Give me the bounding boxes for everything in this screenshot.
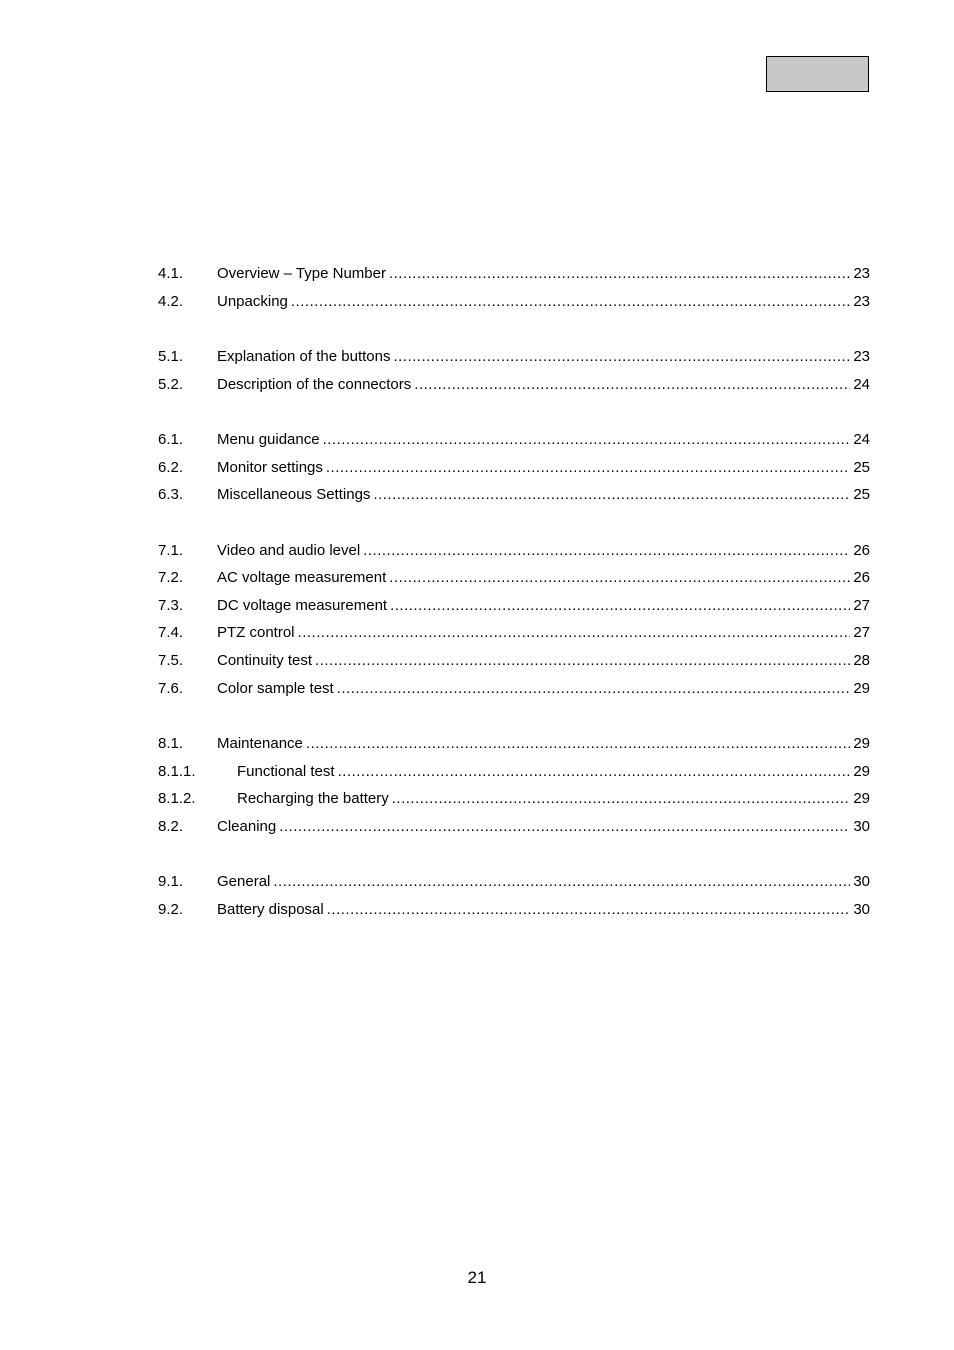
toc-entry-page: 30 <box>853 818 870 835</box>
toc-dot-leader <box>315 651 850 671</box>
toc-dot-leader <box>363 541 850 561</box>
toc-entry[interactable] <box>158 623 870 643</box>
toc-entry-page: 26 <box>853 569 870 586</box>
toc-dot-leader <box>337 679 851 699</box>
toc-entry-page: 30 <box>853 901 870 918</box>
toc-entry-title: Cleaning <box>217 818 277 835</box>
toc-entry-page: 23 <box>853 265 870 282</box>
language-marker-box <box>766 56 869 92</box>
toc-entry-title: Recharging the battery <box>237 790 389 807</box>
toc-entry-title: Miscellaneous Settings <box>217 486 371 503</box>
toc-entry-number: 7.1. <box>158 542 184 559</box>
toc-entry[interactable] <box>158 264 870 284</box>
toc-entry-page: 27 <box>853 624 870 641</box>
toc-entry[interactable] <box>158 541 870 561</box>
toc-entry[interactable] <box>158 789 870 809</box>
toc-entry-page: 23 <box>853 348 870 365</box>
toc-entry-number: 6.3. <box>158 486 184 503</box>
toc-dot-leader <box>279 817 850 837</box>
toc-entry[interactable] <box>158 596 870 616</box>
toc-entry[interactable] <box>158 651 870 671</box>
toc-dot-leader <box>392 789 851 809</box>
toc-entry-title: Description of the connectors <box>217 376 412 393</box>
toc-entry-page: 25 <box>853 486 870 503</box>
toc-dot-leader <box>414 375 850 395</box>
toc-entry-number: 5.1. <box>158 348 184 365</box>
toc-entry-number: 7.4. <box>158 624 184 641</box>
toc-dot-leader <box>389 568 850 588</box>
toc-entry-title: Battery disposal <box>217 901 324 918</box>
toc-entry-number: 8.2. <box>158 818 184 835</box>
toc-dot-leader <box>291 292 850 312</box>
toc-dot-leader <box>393 347 850 367</box>
toc-entry-number: 5.2. <box>158 376 184 393</box>
toc-entry[interactable] <box>158 679 870 699</box>
toc-entry[interactable] <box>158 734 870 754</box>
toc-entry-title: Functional test <box>237 763 335 780</box>
toc-dot-leader <box>323 430 851 450</box>
toc-dot-leader <box>390 596 850 616</box>
toc-entry-page: 29 <box>853 763 870 780</box>
toc-entry-title: Unpacking <box>217 293 288 310</box>
toc-dot-leader <box>273 872 850 892</box>
toc-dot-leader <box>327 900 851 920</box>
toc-entry[interactable] <box>158 458 870 478</box>
toc-entry[interactable] <box>158 292 870 312</box>
toc-entry-number: 4.2. <box>158 293 184 310</box>
toc-entry-title: Overview – Type Number <box>217 265 386 282</box>
toc-entry[interactable] <box>158 817 870 837</box>
toc-entry-title: General <box>217 873 271 890</box>
toc-dot-leader <box>389 264 850 284</box>
toc-dot-leader <box>326 458 850 478</box>
toc-entry-title: Explanation of the buttons <box>217 348 391 365</box>
toc-entry-page: 29 <box>853 790 870 807</box>
toc-entry-title: Maintenance <box>217 735 303 752</box>
toc-dot-leader <box>306 734 850 754</box>
toc-entry-number: 6.1. <box>158 431 184 448</box>
toc-entry-title: PTZ control <box>217 624 295 641</box>
toc-entry-page: 27 <box>853 597 870 614</box>
toc-dot-leader <box>298 623 851 643</box>
toc-entry-number: 8.1. <box>158 735 184 752</box>
toc-entry-number: 6.2. <box>158 459 184 476</box>
toc-entry-title: AC voltage measurement <box>217 569 387 586</box>
toc-entry-page: 28 <box>853 652 870 669</box>
toc-entry[interactable] <box>158 430 870 450</box>
toc-entry-page: 26 <box>853 542 870 559</box>
toc-entry-number: 7.5. <box>158 652 184 669</box>
toc-entry-number: 9.1. <box>158 873 184 890</box>
toc-dot-leader <box>373 485 850 505</box>
toc-entry-number: 8.1.1. <box>158 763 196 780</box>
toc-entry[interactable] <box>158 485 870 505</box>
toc-entry-title: Color sample test <box>217 680 334 697</box>
toc-entry-title: DC voltage measurement <box>217 597 388 614</box>
toc-entry-page: 24 <box>853 376 870 393</box>
toc-entry[interactable] <box>158 900 870 920</box>
toc-entry-page: 29 <box>853 735 870 752</box>
toc-entry[interactable] <box>158 568 870 588</box>
toc-entry[interactable] <box>158 347 870 367</box>
toc-entry-number: 8.1.2. <box>158 790 196 807</box>
toc-entry-title: Video and audio level <box>217 542 361 559</box>
toc-entry[interactable] <box>158 872 870 892</box>
toc-entry-title: Continuity test <box>217 652 313 669</box>
toc-entry-number: 9.2. <box>158 901 184 918</box>
toc-dot-leader <box>338 762 851 782</box>
toc-entry-page: 23 <box>853 293 870 310</box>
toc-entry-page: 29 <box>853 680 870 697</box>
toc-entry-page: 24 <box>853 431 870 448</box>
toc-entry-number: 7.3. <box>158 597 184 614</box>
toc-entry-number: 7.6. <box>158 680 184 697</box>
page-number: 21 <box>467 1268 487 1287</box>
toc-entry-title: Menu guidance <box>217 431 320 448</box>
toc-entry[interactable] <box>158 375 870 395</box>
toc-entry-number: 4.1. <box>158 265 184 282</box>
toc-entry[interactable] <box>158 762 870 782</box>
toc-entry-title: Monitor settings <box>217 459 323 476</box>
toc-entry-page: 30 <box>853 873 870 890</box>
toc-entry-number: 7.2. <box>158 569 184 586</box>
toc-entry-page: 25 <box>853 459 870 476</box>
